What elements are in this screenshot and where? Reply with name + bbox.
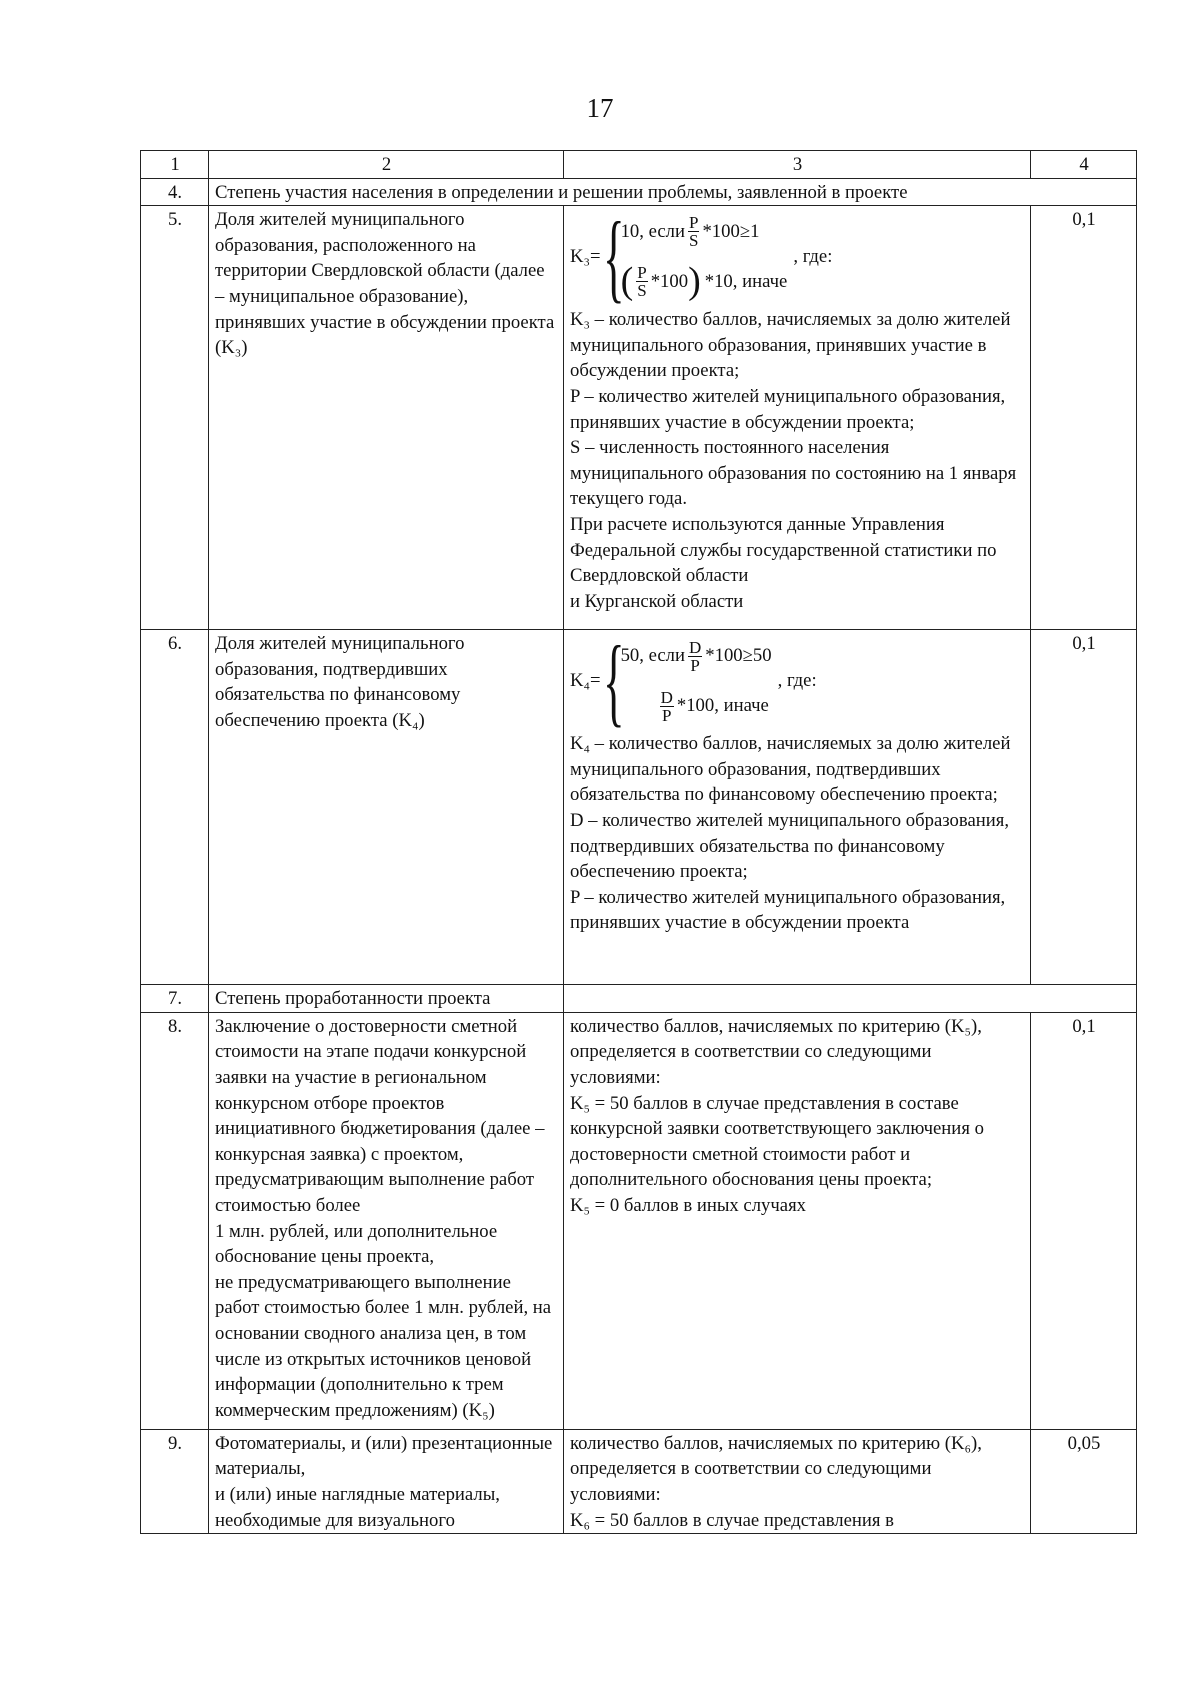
fraction: $\frac{D}{P}$: [660, 687, 673, 725]
criterion-text: Заключение о достоверности сметной стоимости на этапе подачи конкурсной заявки на участие в региональном конкурсном отборе проектов инициативного бюджетирования (далее – конкурсная заявка) с проектом, предусматривающим выполнение работ стоимостью более 1 млн. рублей, или дополнительное обоснование цены проекта, не предусматривающего выполнение работ стоимостью более 1 млн. рублей, на основании сводного анализа цен, в том числе из открытых источников ценовой информации (дополнительно к трем коммерческим предложениям) (K₅): [209, 1012, 564, 1429]
fraction: $\frac{D}{P}$: [688, 637, 702, 675]
formula-case-1: 10, если $\frac{P}{S}$ *100≥1: [620, 212, 760, 250]
table-row: [141, 1429, 1137, 1533]
table-row: [141, 985, 1137, 1013]
left-brace: {: [602, 625, 625, 737]
weight-value: 0,1: [1031, 206, 1137, 630]
header-col-2: 2: [209, 151, 564, 179]
table-row: [141, 206, 1137, 630]
header-col-1: 1: [141, 151, 209, 179]
weight-value: 0,1: [1031, 630, 1137, 985]
formula-label: K₄=: [570, 670, 601, 692]
criterion-description: K₄ – количество баллов, начисляемых за долю жителей муниципального образования, подтвердивших обязательства по финансовому обеспечению проекта; D – количество жителей муниципального образования, подтвердивших обязательства по финансовому обеспечению проекта; P – количество жителей муниципального образования, принявших участие в обсуждении проекта: [570, 733, 1011, 934]
row-number: 4.: [141, 178, 209, 206]
criterion-text: Фотоматериалы, и (или) презентационные материалы, и (или) иные наглядные материалы, необходимые для визуального: [209, 1429, 564, 1533]
formula-case-1: 50, если $\frac{D}{P}$ *100≥50: [620, 637, 772, 675]
k4-formula: K₄= { 50, если $\frac{D}{P}$ *100≥50 $\frac{D}{P}$ *100, иначе , где:: [570, 625, 817, 737]
row-number: 9.: [141, 1429, 209, 1533]
header-col-3: 3: [564, 151, 1031, 179]
criterion-formula-cell: [564, 625, 1031, 985]
formula-case-2: ( $\frac{P}{S}$ *100 ) *10, иначе: [620, 260, 788, 303]
row-number: 7.: [141, 985, 209, 1013]
criterion-description: количество баллов, начисляемых по критерию (K₅), определяется в соответствии со следующими условиями: K₅ = 50 баллов в случае представления в составе конкурсной заявки соответствующего заключения о достоверности сметной стоимости работ и дополнительного обоснования цены проекта; K₅ = 0 баллов в иных случаях: [564, 1012, 1031, 1429]
row-number: 6.: [141, 630, 209, 985]
header-col-4: 4: [1031, 151, 1137, 179]
fraction: $\frac{P}{S}$: [688, 212, 699, 250]
weight-value: 0,05: [1031, 1429, 1137, 1533]
page-number: 17: [586, 93, 614, 123]
criterion-text: Доля жителей муниципального образования, расположенного на территории Свердловской области (далее – муниципальное образование), принявших участие в обсуждении проекта (K₃): [209, 206, 564, 630]
left-brace: {: [602, 201, 625, 313]
formula-label: K₃=: [570, 246, 601, 268]
section-heading: Степень проработанности проекта: [209, 985, 564, 1013]
row-number: 5.: [141, 206, 209, 630]
formula-case-2: $\frac{D}{P}$ *100, иначе: [660, 687, 769, 725]
k3-formula: K₃= { 10, если $\frac{P}{S}$ *100≥1 ( $\frac{P}{S}$ *100 ) *10, иначе , где:: [570, 201, 833, 313]
criterion-text: Доля жителей муниципального образования, подтвердивших обязательства по финансовому обеспечению проекта (K₄): [209, 630, 564, 985]
section-heading: Степень участия населения в определении и решении проблемы, заявленной в проекте: [209, 178, 1137, 206]
table-row: [141, 630, 1137, 985]
criterion-description: количество баллов, начисляемых по критерию (K₆), определяется в соответствии со следующими условиями: K₆ = 50 баллов в случае представления в: [564, 1429, 1031, 1533]
table-row: [141, 178, 1137, 206]
weight-value: 0,1: [1031, 1012, 1137, 1429]
criterion-formula-cell: [564, 201, 1031, 630]
fraction: $\frac{P}{S}$: [637, 262, 647, 300]
table-row: [141, 1012, 1137, 1429]
criteria-table: [140, 150, 1137, 1534]
criterion-description: K₃ – количество баллов, начисляемых за долю жителей муниципального образования, принявших участие в обсуждении проекта; P – количество жителей муниципального образования, принявших участие в обсуждении проекта; S – численность постоянного населения муниципального образования по состоянию на 1 января текущего года. При расчете используются данные Управления Федеральной службы государственной статистики по Свердловской области и Курганской области: [570, 309, 1017, 612]
table-header-row: [141, 151, 1137, 179]
row-number: 8.: [141, 1012, 209, 1429]
